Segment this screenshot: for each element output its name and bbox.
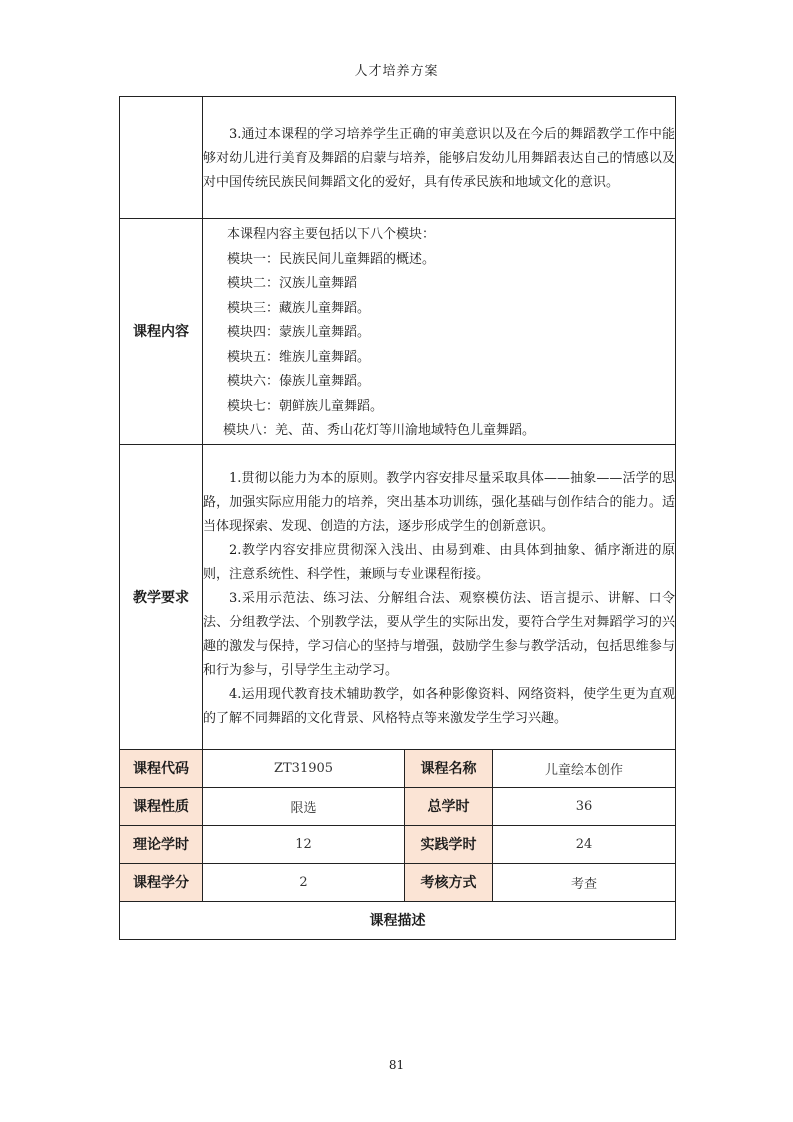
nature-label: 课程性质 (120, 787, 203, 825)
info-row-nature (120, 787, 676, 825)
module-item: 模块七：朝鲜族儿童舞蹈。 (227, 398, 384, 414)
code-label: 课程代码 (120, 749, 203, 787)
assessment-value: 考查 (493, 863, 676, 901)
page-header: 人才培养方案 (354, 64, 439, 79)
practice-hours-value: 24 (493, 825, 676, 863)
module-item: 模块三：藏族儿童舞蹈。 (227, 300, 371, 316)
goals-cell (203, 97, 676, 219)
content-row (120, 219, 676, 445)
requirement-item: 1.贯彻以能力为本的原则。教学内容安排尽量采取具体——抽象——活学的思路，加强实际应用能力的培养，突出基本功训练，强化基础与创作结合的能力。适当体现探索、发现、创造的方法，逐步形成学生的创新意识。 (203, 470, 676, 534)
module-item: 模块四：蒙族儿童舞蹈。 (227, 325, 371, 340)
assessment-label: 考核方式 (405, 863, 493, 901)
course-table (119, 96, 676, 940)
goals-item-3: 3.通过本课程的学习培养学生正确的审美意识以及在今后的舞蹈教学工作中能够对幼儿进行美育及舞蹈的启蒙与培养，能够启发幼儿用舞蹈表达自己的情感以及对中国传统民族民间舞蹈文化的爱好，具有传承民族和地域文化的意识。 (203, 127, 676, 190)
credits-label: 课程学分 (120, 863, 203, 901)
goals-label-cell (120, 97, 203, 219)
requirements-label: 教学要求 (120, 444, 203, 749)
module-item: 模块五：维族儿童舞蹈。 (227, 349, 371, 365)
requirements-row (120, 444, 676, 749)
info-row-hours (120, 825, 676, 863)
practice-hours-label: 实践学时 (405, 825, 493, 863)
nature-value: 限选 (203, 787, 405, 825)
name-value: 儿童绘本创作 (493, 749, 676, 787)
content-label: 课程内容 (120, 219, 203, 445)
module-item: 模块八：羌、苗、秀山花灯等川渝地域特色儿童舞蹈。 (223, 423, 536, 438)
requirement-item: 3.采用示范法、练习法、分解组合法、观察模仿法、语言提示、讲解、口令法、分组教学法、个别教学法，要从学生的实际出发，要符合学生对舞蹈学习的兴趣的激发与保持，学习信心的坚持与增强，鼓励学生参与教学活动，包括思维参与和行为参与，引导学生主动学习。 (203, 590, 676, 678)
description-row (120, 901, 676, 939)
requirement-item: 4.运用现代教育技术辅助教学，如各种影像资料、网络资料，使学生更为直观的了解不同舞蹈的文化背景、风格特点等来激发学生学习兴趣。 (203, 686, 676, 726)
module-item: 模块一：民族民间儿童舞蹈的概述。 (227, 251, 436, 267)
theory-hours-value: 12 (203, 825, 405, 863)
module-item: 模块二：汉族儿童舞蹈 (227, 276, 358, 291)
credits-value: 2 (203, 863, 405, 901)
module-item: 模块六：傣族儿童舞蹈。 (227, 374, 371, 389)
requirement-item: 2.教学内容安排应贯彻深入浅出、由易到难、由具体到抽象、循序渐进的原则，注意系统性、科学性，兼顾与专业课程衔接。 (203, 542, 676, 582)
content-intro: 本课程内容主要包括以下八个模块： (227, 227, 436, 242)
code-value: ZT31905 (203, 749, 405, 787)
description-label: 课程描述 (120, 901, 676, 939)
info-row-code (120, 749, 676, 787)
name-label: 课程名称 (405, 749, 493, 787)
theory-hours-label: 理论学时 (120, 825, 203, 863)
info-row-credits (120, 863, 676, 901)
total-hours-value: 36 (493, 787, 676, 825)
content-cell (203, 219, 676, 445)
requirements-cell (203, 444, 676, 749)
page-number: 81 (388, 1058, 405, 1072)
total-hours-label: 总学时 (405, 787, 493, 825)
goals-row (120, 97, 676, 219)
